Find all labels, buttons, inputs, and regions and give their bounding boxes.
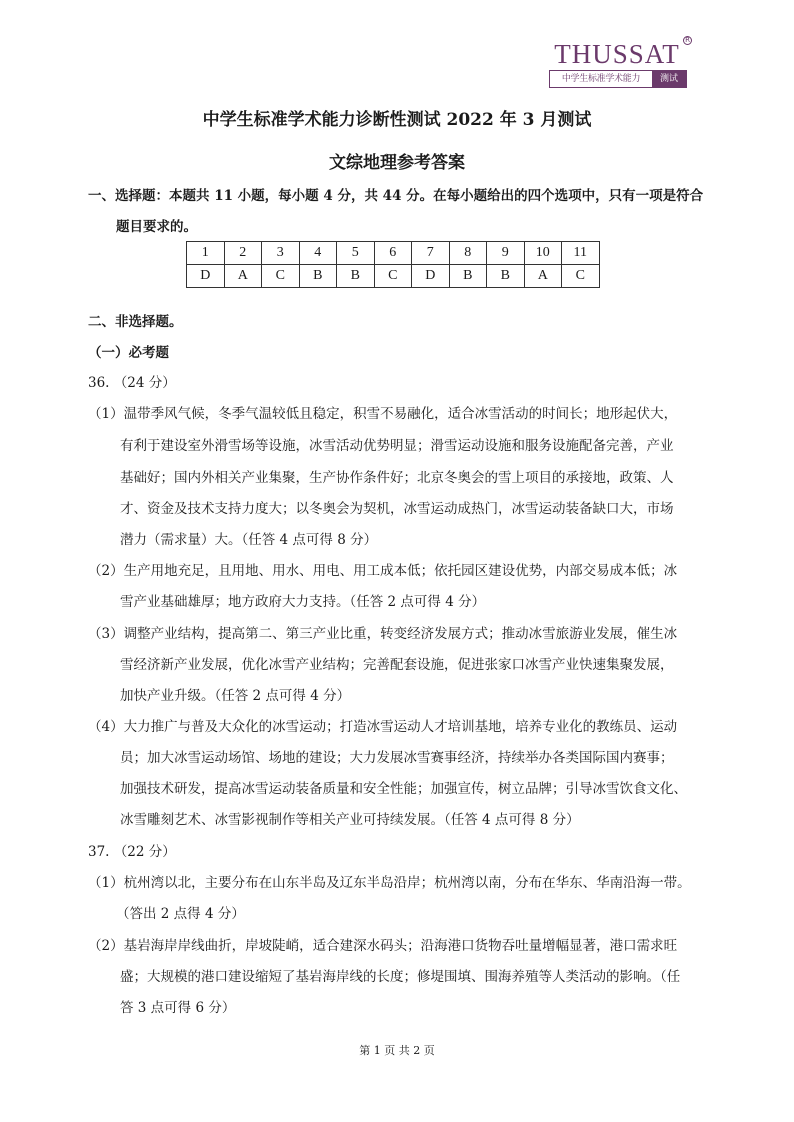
q36-p2-line: （2）生产用地充足，且用地、用水、用电、用工成本低；依托园区建设优势，内部交易成本低；冰: [88, 563, 678, 579]
answer-table-answer-row: [187, 265, 600, 288]
answer-cell: C: [262, 265, 300, 288]
answer-cell: A: [224, 265, 262, 288]
answer-cell: D: [187, 265, 225, 288]
question-number-cell: 10: [524, 242, 562, 265]
question-number-cell: 7: [412, 242, 450, 265]
page-number: 第 1 页 共 2 页: [359, 1044, 435, 1057]
q36-heading: 36. （24 分）: [88, 375, 176, 391]
q36-p1-line: 基础好；国内外相关产业集聚，生产协作条件好；北京冬奥会的雪上项目的承接地，政策、人: [120, 470, 674, 486]
page-subtitle: 文综地理参考答案: [329, 153, 465, 173]
q36-p4-line: （4）大力推广与普及大众化的冰雪运动；打造冰雪运动人才培训基地，培养专业化的教练员、运动: [88, 719, 678, 735]
page-title: 中学生标准学术能力诊断性测试 2022 年 3 月测试: [202, 110, 592, 130]
answer-cell: B: [337, 265, 375, 288]
section1-heading: 一、选择题：本题共 11 小题，每小题 4 分，共 44 分。在每小题给出的四个选项中，只有一项是符合: [88, 188, 704, 204]
q37-p2-line: （2）基岩海岸岸线曲折，岸坡陡峭，适合建深水码头；沿海港口货物吞吐量增幅显著，港口需求旺: [88, 938, 678, 954]
section2-subheading: （一）必考题: [88, 345, 169, 361]
logo-badge: 测试: [652, 71, 686, 87]
section2-heading: 二、非选择题。: [88, 314, 183, 330]
q37-p1-line: （答出 2 点得 4 分）: [116, 906, 245, 922]
question-number-cell: 4: [299, 242, 337, 265]
answer-cell: B: [449, 265, 487, 288]
q36-p4-line: 员；加大冰雪运动场馆、场地的建设；大力发展冰雪赛事经济，持续举办各类国际国内赛事；: [120, 750, 674, 766]
answer-cell: D: [412, 265, 450, 288]
q37-p1-line: （1）杭州湾以北，主要分布在山东半岛及辽东半岛沿岸；杭州湾以南，分布在华东、华南沿海一带。: [88, 875, 691, 891]
q36-p1-line: 才、资金及技术支持力度大；以冬奥会为契机，冰雪运动成热门，冰雪运动装备缺口大，市场: [120, 501, 674, 517]
q36-p1-line: 有利于建设室外滑雪场等设施，冰雪活动优势明显；滑雪运动设施和服务设施配备完善，产业: [120, 438, 674, 454]
answer-cell: B: [299, 265, 337, 288]
q36-p3-line: 雪经济新产业发展，优化冰雪产业结构；完善配套设施，促进张家口冰雪产业快速集聚发展，: [120, 657, 674, 673]
question-number-cell: 5: [337, 242, 375, 265]
answer-cell: A: [524, 265, 562, 288]
q37-p2-line: 盛；大规模的港口建设缩短了基岩海岸线的长度；修堤围填、围海养殖等人类活动的影响。（任: [120, 969, 681, 985]
q36-p3-line: （3）调整产业结构，提高第二、第三产业比重，转变经济发展方式；推动冰雪旅游业发展，催生冰: [88, 626, 678, 642]
question-number-cell: 6: [374, 242, 412, 265]
q36-p3-line: 加快产业升级。（任答 2 点可得 4 分）: [120, 688, 351, 704]
q37-heading: 37. （22 分）: [88, 844, 176, 860]
answer-cell: C: [562, 265, 600, 288]
answer-cell: B: [487, 265, 525, 288]
question-number-cell: 8: [449, 242, 487, 265]
question-number-cell: 11: [562, 242, 600, 265]
q36-p2-line: 雪产业基础雄厚；地方政府大力支持。（任答 2 点可得 4 分）: [120, 594, 486, 610]
q36-p1-line: 潜力（需求量）大。（任答 4 点可得 8 分）: [120, 532, 378, 548]
logo-tagline-bar: [549, 70, 687, 88]
question-number-cell: 2: [224, 242, 262, 265]
q37-p2-line: 答 3 点可得 6 分）: [120, 1000, 236, 1016]
logo-brand: THUSSAT: [554, 39, 680, 69]
q36-p4-line: 加强技术研发，提高冰雪运动装备质量和安全性能；加强宣传，树立品牌；引导冰雪饮食文化、: [120, 781, 687, 797]
question-number-cell: 1: [187, 242, 225, 265]
question-number-cell: 3: [262, 242, 300, 265]
q36-p1-line: （1）温带季风气候，冬季气温较低且稳定，积雪不易融化，适合冰雪活动的时间长；地形起伏大，: [88, 406, 678, 422]
q36-p4-line: 冰雪雕刻艺术、冰雪影视制作等相关产业可持续发展。（任答 4 点可得 8 分）: [120, 812, 580, 828]
section1-heading-cont: 题目要求的。: [116, 219, 197, 235]
logo-tagline: 中学生标准学术能力: [550, 71, 652, 87]
question-number-cell: 9: [487, 242, 525, 265]
registered-mark-icon: R: [683, 36, 692, 45]
answer-table: [186, 241, 600, 288]
answer-table-number-row: [187, 242, 600, 265]
answer-cell: C: [374, 265, 412, 288]
